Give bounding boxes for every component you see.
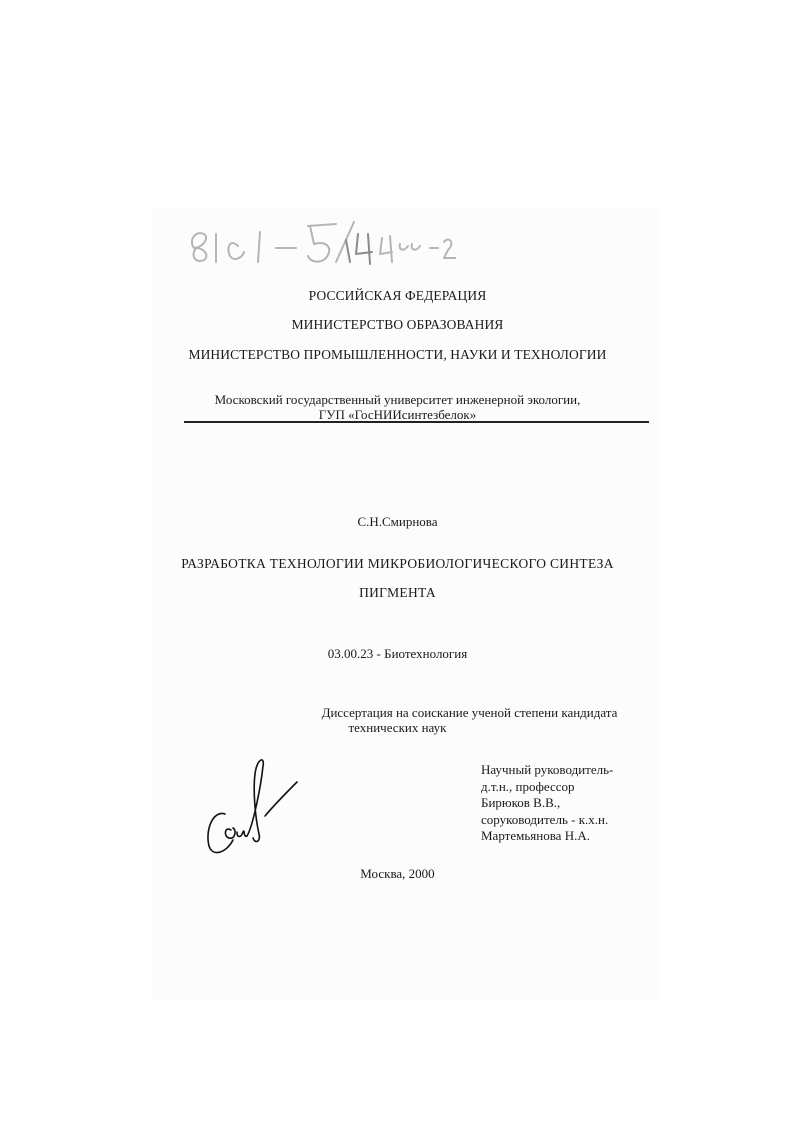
handwritten-archive-note: [186, 218, 456, 268]
supervisor-block: [481, 762, 613, 845]
dissertation-title-line-1: РАЗРАБОТКА ТЕХНОЛОГИИ МИКРОБИОЛОГИЧЕСКОГО СИНТЕЗА: [181, 556, 614, 571]
country-heading: РОССИЙСКАЯ ФЕДЕРАЦИЯ: [308, 288, 487, 303]
specialty-code: 03.00.23 - Биотехнология: [327, 646, 468, 661]
supervisor-line-5: Мартемьянова Н.А.: [481, 828, 590, 843]
dissertation-title-line-2: ПИГМЕНТА: [359, 585, 436, 600]
degree-line-1: Диссертация на соискание ученой степени кандидата: [321, 705, 618, 720]
place-and-year: Москва, 2000: [360, 866, 435, 881]
author-signature: [203, 756, 303, 860]
header-divider: [184, 421, 649, 423]
ministry-education-heading: МИНИСТЕРСТВО ОБРАЗОВАНИЯ: [291, 317, 504, 332]
supervisor-line-4: соруководитель - к.х.н.: [481, 811, 609, 827]
institution-line-1: Московский государственный университет инженерной экологии,: [214, 392, 581, 407]
ministry-industry-heading: МИНИСТЕРСТВО ПРОМЫШЛЕННОСТИ, НАУКИ И ТЕХНОЛОГИИ: [188, 347, 607, 362]
supervisor-line-2: д.т.н., профессор: [481, 778, 575, 794]
author-name: С.Н.Смирнова: [357, 514, 438, 529]
supervisor-line-1: Научный руководитель-: [481, 762, 614, 777]
degree-line-2: технических наук: [348, 720, 447, 735]
institution-line-2: ГУП «ГосНИИсинтезбелок»: [318, 407, 477, 422]
supervisor-line-3: Бирюков В.В.,: [481, 795, 561, 810]
